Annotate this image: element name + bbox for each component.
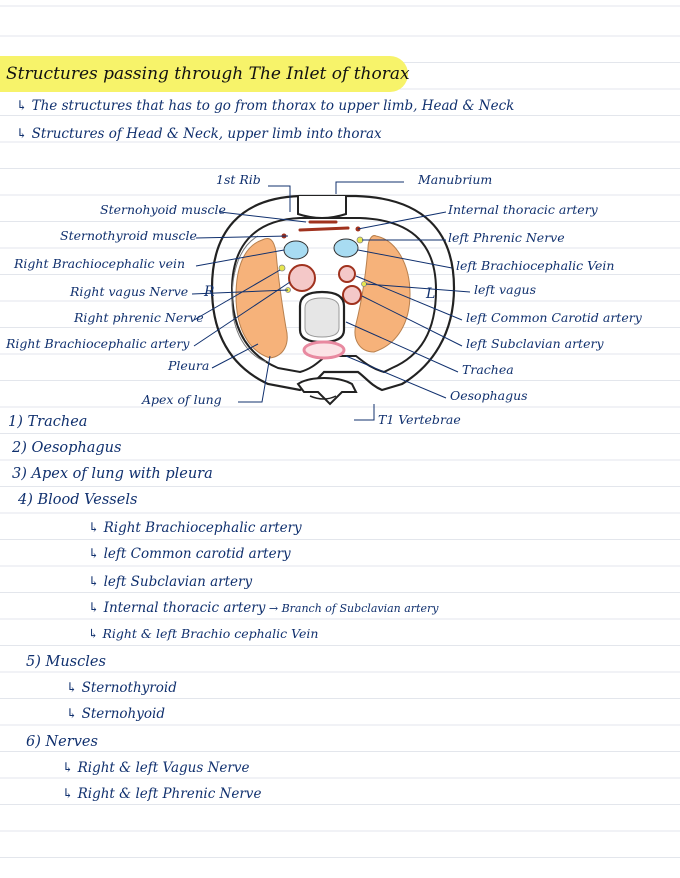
list-item-trachea: 1) Trachea (8, 414, 88, 430)
arrow-icon: ↳ (88, 546, 104, 562)
label-left-brachiocephalic-vein: left Brachiocephalic Vein (456, 258, 615, 273)
label-manubrium: Manubrium (418, 172, 493, 187)
list-item-nerves: 6) Nerves (26, 734, 98, 750)
manubrium (298, 196, 346, 218)
label-left-phrenic-nerve: left Phrenic Nerve (448, 230, 565, 245)
arrow-icon: ↳ (16, 126, 32, 142)
vessel-item-1: ↳ Right Brachiocephalic artery (88, 520, 302, 536)
label-internal-thoracic-artery: Internal thoracic artery (448, 202, 598, 217)
list-item-muscles: 5) Muscles (26, 654, 106, 670)
left-brachiocephalic-vein (334, 239, 358, 257)
vessel-item-5: ↳ Right & left Brachio cephalic Vein (88, 626, 319, 641)
list-item-oesophagus: 2) Oesophagus (12, 440, 122, 456)
nerve-item-2: ↳ Right & left Phrenic Nerve (62, 786, 262, 802)
label-pleura: Pleura (168, 358, 210, 373)
arrow-icon: ↳ (88, 600, 104, 616)
intro-line-2: ↳ Structures of Head & Neck, upper limb into thorax (16, 126, 382, 142)
label-right-brachiocephalic-artery: Right Brachiocephalic artery (6, 336, 190, 351)
t1-vertebra (298, 378, 356, 404)
list-item-blood-vessels: 4) Blood Vessels (18, 492, 138, 508)
left-lung (355, 236, 410, 352)
label-left-subclavian-artery: left Subclavian artery (466, 336, 604, 351)
label-left-vagus: left vagus (474, 282, 536, 297)
arrow-icon: ↳ (16, 98, 32, 114)
arrow-icon: ↳ (62, 786, 78, 802)
right-brachiocephalic-vein (284, 241, 308, 259)
page-title: Structures passing through The Inlet of thorax (6, 64, 410, 84)
left-vagus-nerve (362, 282, 367, 287)
sternothyroid-muscle (300, 228, 348, 230)
arrow-icon: ↳ (66, 706, 82, 722)
muscle-item-2: ↳ Sternohyoid (66, 706, 165, 722)
label-right-phrenic-nerve: Right phrenic Nerve (74, 310, 204, 325)
arrow-icon: ↳ (62, 760, 78, 776)
vessel-item-2: ↳ left Common carotid artery (88, 546, 291, 562)
right-brachiocephalic-artery (289, 265, 315, 291)
arrow-icon: ↳ (88, 626, 103, 641)
oesophagus (304, 342, 344, 358)
arrow-right-icon: → (265, 602, 282, 615)
arrow-icon: ↳ (66, 680, 82, 696)
label-side-right: R (204, 284, 215, 300)
label-t1-vertebrae: T1 Vertebrae (378, 412, 461, 427)
label-sternothyroid-muscle: Sternothyroid muscle (60, 228, 197, 243)
label-side-left: L (426, 286, 436, 302)
muscle-item-1: ↳ Sternothyroid (66, 680, 177, 696)
label-right-brachiocephalic-vein: Right Brachiocephalic vein (14, 256, 186, 271)
label-apex-of-lung: Apex of lung (142, 392, 222, 407)
left-subclavian-artery (343, 286, 361, 304)
label-right-vagus-nerve: Right vagus Nerve (70, 284, 189, 299)
nerve-item-1: ↳ Right & left Vagus Nerve (62, 760, 250, 776)
label-oesophagus: Oesophagus (450, 388, 528, 403)
internal-thoracic-note: Branch of Subclavian artery (281, 602, 439, 615)
label-1st-rib: 1st Rib (216, 172, 261, 187)
trachea-inner (305, 298, 339, 337)
left-common-carotid-artery (339, 266, 355, 282)
vessel-item-4: ↳ Internal thoracic artery → Branch of Subclavian artery (88, 600, 439, 616)
arrow-icon: ↳ (88, 574, 104, 590)
arrow-icon: ↳ (88, 520, 104, 536)
vessel-item-3: ↳ left Subclavian artery (88, 574, 253, 590)
intro-line-1: ↳ The structures that has to go from thorax to upper limb, Head & Neck (16, 98, 515, 114)
label-sternohyoid-muscle: Sternohyoid muscle (100, 202, 226, 217)
label-trachea: Trachea (462, 362, 514, 377)
label-left-common-carotid-artery: left Common Carotid artery (466, 310, 642, 325)
list-item-apex-of-lung: 3) Apex of lung with pleura (12, 466, 213, 482)
